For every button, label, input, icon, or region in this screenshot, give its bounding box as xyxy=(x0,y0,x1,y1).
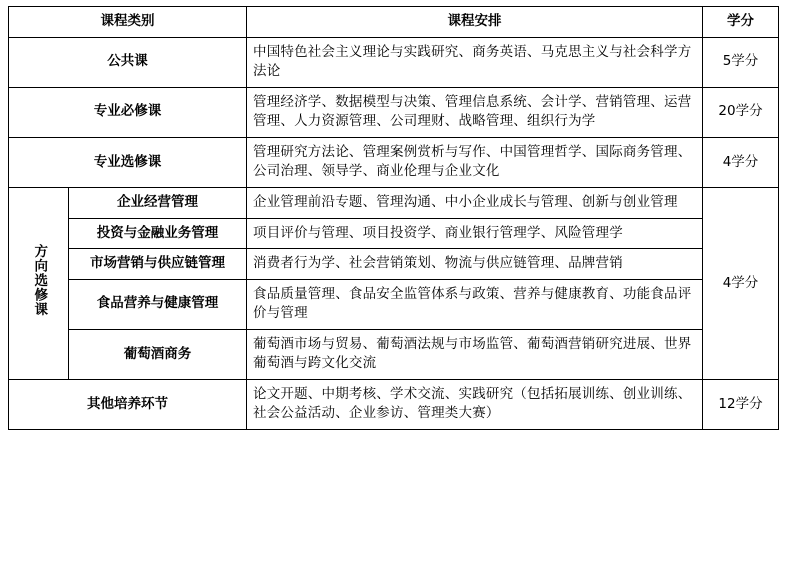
table-row xyxy=(9,379,779,429)
row-credits-elective: 4学分 xyxy=(703,137,779,187)
header-credits: 学分 xyxy=(703,7,779,38)
table-row xyxy=(9,279,779,329)
header-arrangement: 课程安排 xyxy=(247,7,703,38)
row-category-direction-label: 方向选修课 xyxy=(31,243,48,317)
row-category-other: 其他培养环节 xyxy=(9,379,247,429)
row-arrangement-public: 中国特色社会主义理论与实践研究、商务英语、马克思主义与社会科学方法论 xyxy=(247,37,703,87)
table-row xyxy=(9,187,779,218)
direction-item-name: 市场营销与供应链管理 xyxy=(69,249,247,280)
row-credits-other: 12学分 xyxy=(703,379,779,429)
table-row xyxy=(9,329,779,379)
direction-item-name: 投资与金融业务管理 xyxy=(69,218,247,249)
row-credits-direction: 4学分 xyxy=(703,187,779,379)
table-row xyxy=(9,37,779,87)
course-curriculum-table xyxy=(8,6,779,430)
row-arrangement-elective: 管理研究方法论、管理案例赏析与写作、中国管理哲学、国际商务管理、公司治理、领导学、商业伦理与企业文化 xyxy=(247,137,703,187)
row-credits-required: 20学分 xyxy=(703,87,779,137)
row-credits-public: 5学分 xyxy=(703,37,779,87)
row-category-elective: 专业选修课 xyxy=(9,137,247,187)
direction-item-name: 企业经营管理 xyxy=(69,187,247,218)
row-arrangement-required: 管理经济学、数据模型与决策、管理信息系统、会计学、营销管理、运营管理、人力资源管理、公司理财、战略管理、组织行为学 xyxy=(247,87,703,137)
direction-item-name: 葡萄酒商务 xyxy=(69,329,247,379)
direction-item-arrangement: 消费者行为学、社会营销策划、物流与供应链管理、品牌营销 xyxy=(247,249,703,280)
table-row xyxy=(9,249,779,280)
direction-item-arrangement: 葡萄酒市场与贸易、葡萄酒法规与市场监管、葡萄酒营销研究进展、世界葡萄酒与跨文化交流 xyxy=(247,329,703,379)
direction-item-arrangement: 食品质量管理、食品安全监管体系与政策、营养与健康教育、功能食品评价与管理 xyxy=(247,279,703,329)
header-category: 课程类别 xyxy=(9,7,247,38)
table-row xyxy=(9,137,779,187)
table-row xyxy=(9,218,779,249)
table-row xyxy=(9,87,779,137)
direction-item-arrangement: 企业管理前沿专题、管理沟通、中小企业成长与管理、创新与创业管理 xyxy=(247,187,703,218)
row-category-public: 公共课 xyxy=(9,37,247,87)
row-category-required: 专业必修课 xyxy=(9,87,247,137)
table-header-row xyxy=(9,7,779,38)
direction-item-name: 食品营养与健康管理 xyxy=(69,279,247,329)
direction-item-arrangement: 项目评价与管理、项目投资学、商业银行管理学、风险管理学 xyxy=(247,218,703,249)
row-arrangement-other: 论文开题、中期考核、学术交流、实践研究（包括拓展训练、创业训练、社会公益活动、企业参访、管理类大赛） xyxy=(247,379,703,429)
row-category-direction xyxy=(9,187,69,379)
